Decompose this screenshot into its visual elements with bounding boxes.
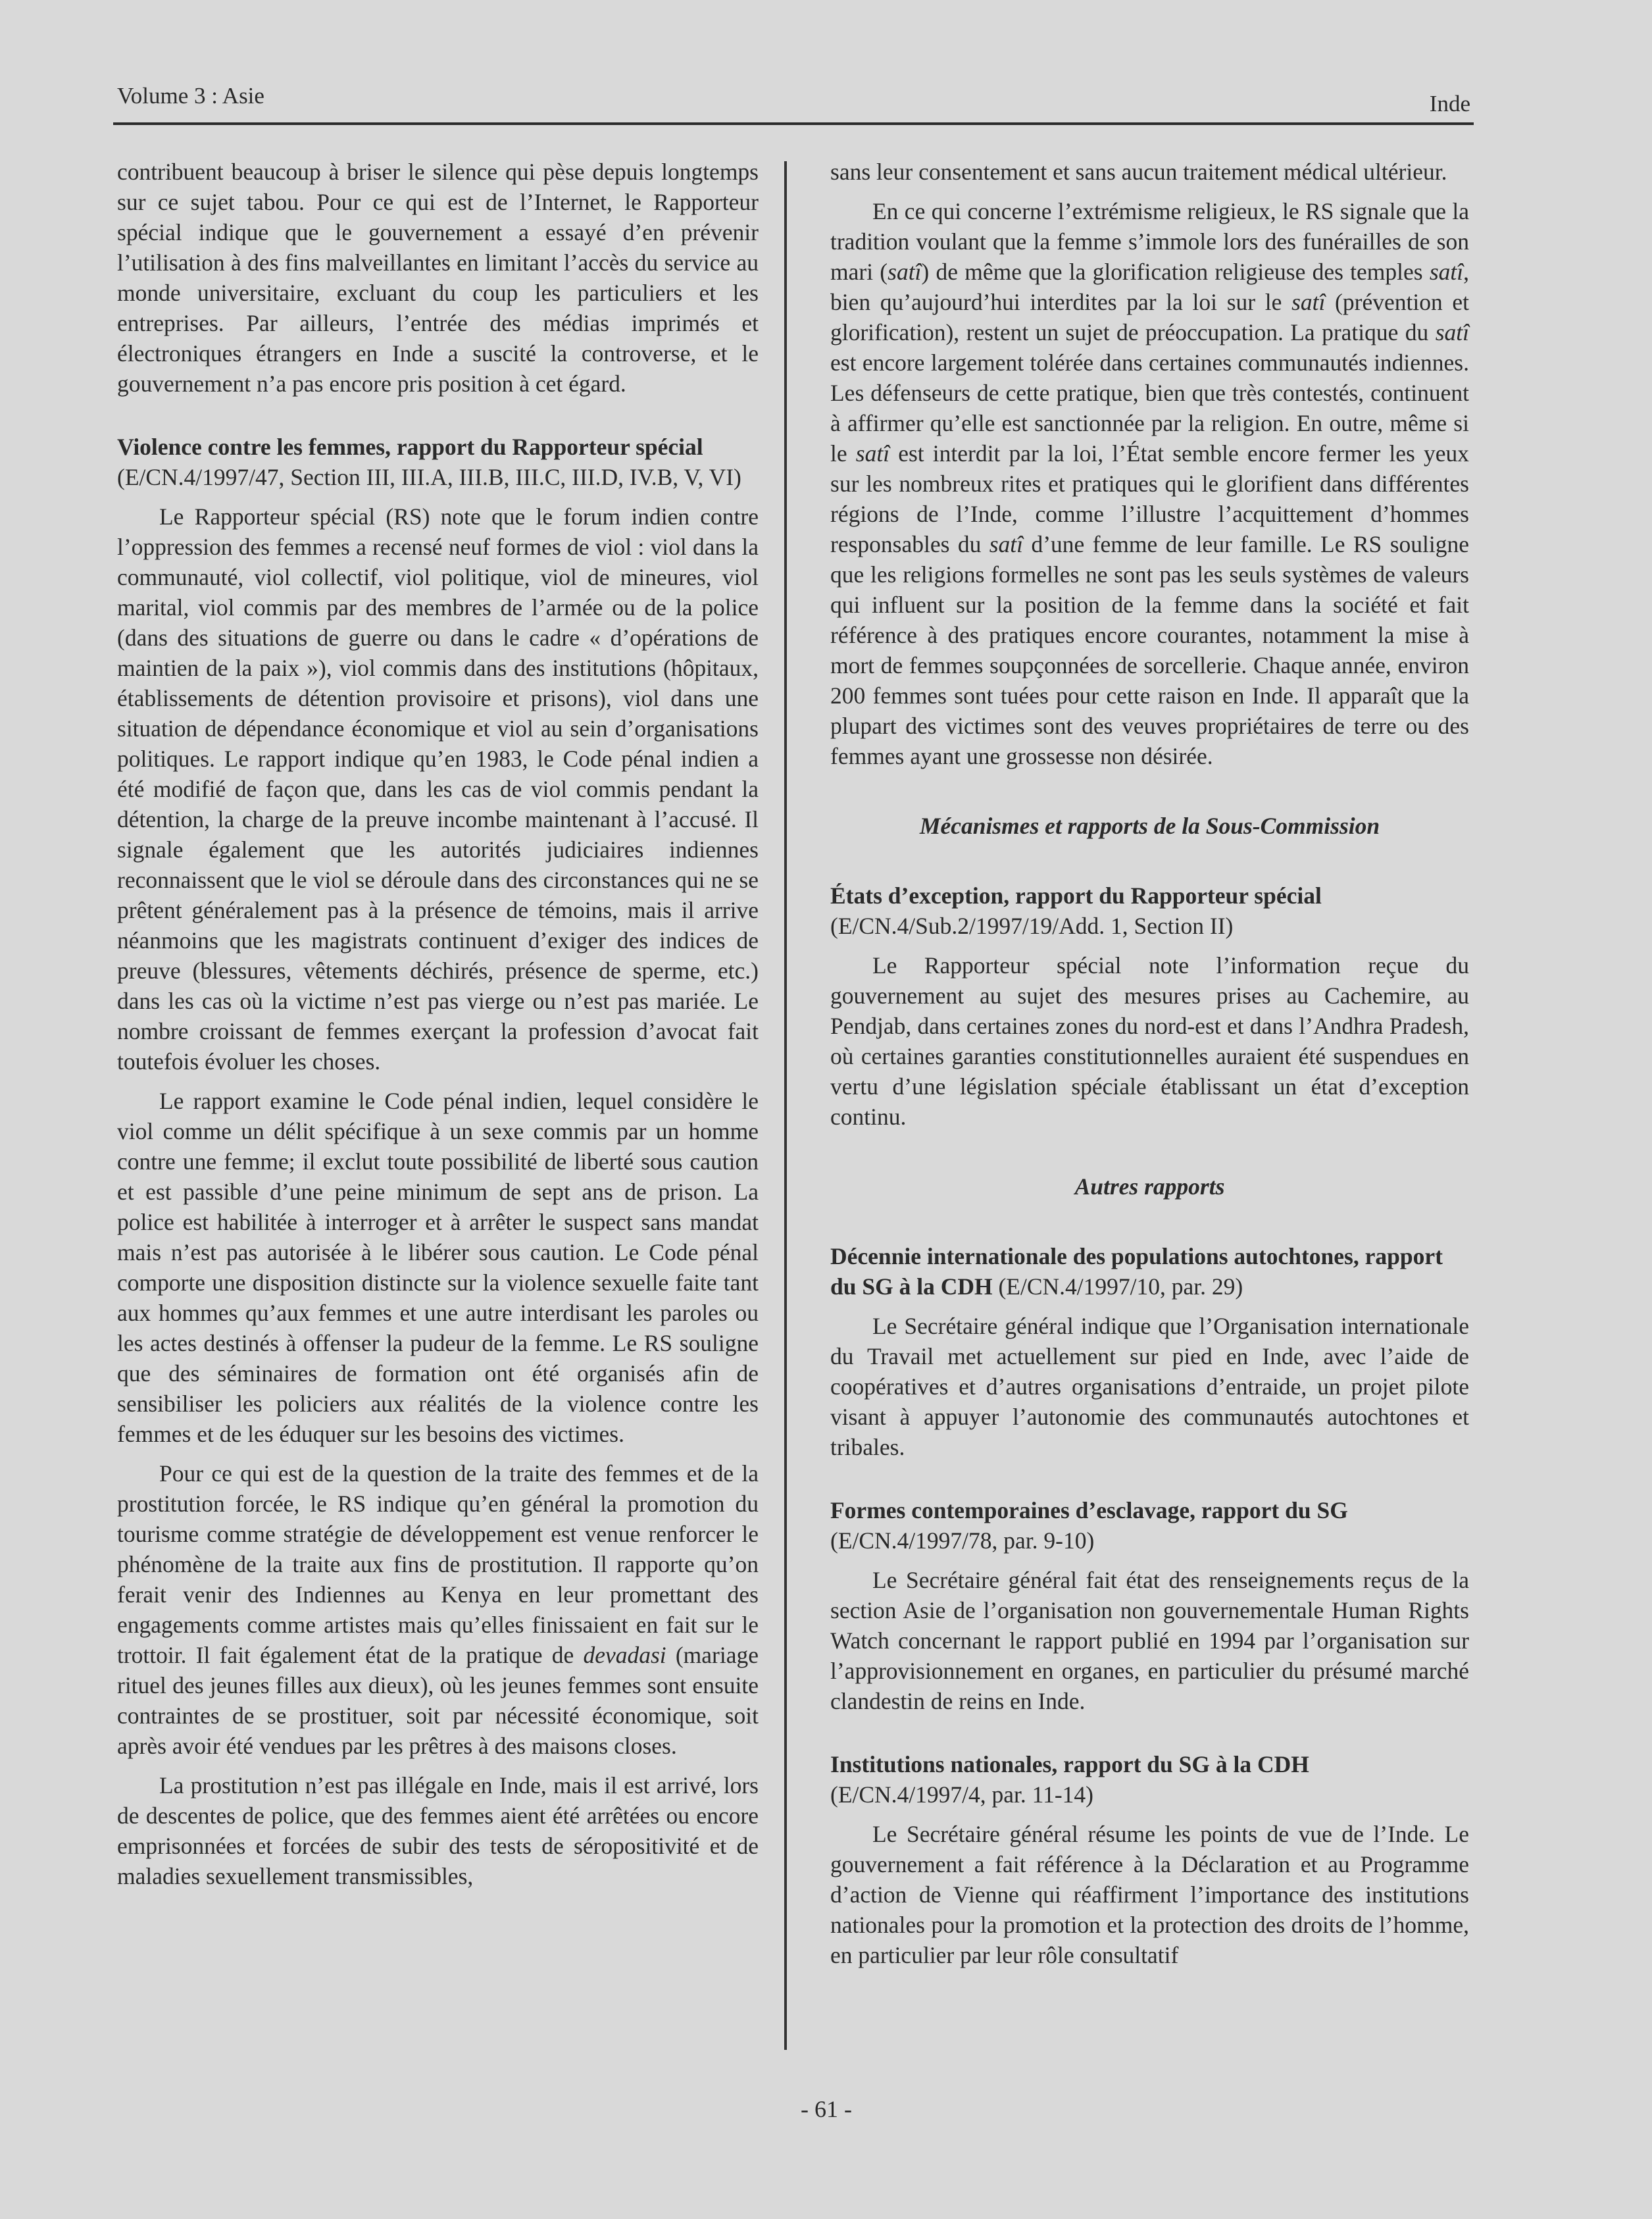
text-run: ) de même que la glorification religieuse des temples (921, 259, 1430, 285)
column-divider (784, 161, 787, 2050)
italic-term: satî (888, 259, 922, 285)
section-heading (830, 1241, 1469, 1302)
paragraph (117, 1458, 759, 1761)
paragraph: Le rapport examine le Code pénal indien, lequel considère le viol comme un délit spécifique à un sexe commis par un homme contre une femme; il exclut toute possibilité de liberté sous caution et est passible d’une peine minimum de sept ans de prison. La police est habilitée à interroger et à arrêter le suspect sans mandat mais n’est pas autorisée à le libérer sous caution. Le Code pénal comporte une disposition distincte sur la violence sexuelle faite tant aux hommes qu’aux femmes et une autre interdisant les paroles ou les actes destinés à offenser la pudeur de la femme. Le RS souligne que des séminaires de formation ont été organisés afin de sensibiliser les policiers aux réalités de la violence contre les femmes et de les éduquer sur les besoins des victimes. (117, 1088, 759, 1447)
italic-term: devadasi (583, 1642, 666, 1668)
right-column (830, 157, 1469, 1970)
header-volume: Volume 3 : Asie (117, 83, 264, 109)
paragraph: Le Rapporteur spécial (RS) note que le forum indien contre l’oppression des femmes a recensé neuf formes de viol : viol dans la communauté, viol collectif, viol politique, viol de mineures, viol marital, viol commis par des membres de l’armée ou de la police (dans des situations de guerre ou dans le cadre « d’opérations de maintien de la paix »), viol commis dans des institutions (hôpitaux, établissements de détention provisoire et prisons), viol dans une situation de dépendance économique et viol au sein d’organisations politiques. Le rapport indique qu’en 1983, le Code pénal indien a été modifié de façon que, dans les cas de viol commis pendant la détention, la charge de la preuve incombe maintenant à l’accusé. Il signale également que les autorités judiciaires indiennes reconnaissent que le viol se déroule dans des circonstances qui ne se prêtent généralement pas à la présence de témoins, mais il arrive néanmoins que les magistrats continuent d’exiger des indices de preuve (blessures, vêtements déchirés, présence de sperme, etc.) dans les cas où la victime n’est pas vierge ou n’est pas mariée. Le nombre croissant de femmes exerçant la profession d’avocat fait toutefois évoluer les choses. (117, 503, 759, 1075)
heading-reference: (E/CN.4/1997/47, Section III, III.A, III.B, III.C, III.D, IV.B, V, VI) (117, 464, 741, 490)
text-run: d’une femme de leur famille. Le RS souligne que les religions formelles ne sont pas les seuls systèmes de valeurs qui influent sur la position de la femme dans la société et fait référence à des pratiques encore courantes, notamment la mise à mort de femmes soupçonnées de sorcellerie. Chaque année, environ 200 femmes sont tuées pour cette raison en Inde. Il apparaît que la plupart des victimes sont des veuves propriétaires de terre ou des femmes ayant une grossesse non désirée. (830, 531, 1469, 769)
heading-title: Décennie internationale des populations autochtones, rapport du SG à la CDH (830, 1243, 1443, 1300)
paragraph: contribuent beaucoup à briser le silence qui pèse depuis longtemps sur ce sujet tabou. Pour ce qui est de l’Internet, le Rapporteur spécial indique que le gouvernement a essayé d’en prévenir l’utilisation à des fins malveillantes en limitant l’accès du service au monde universitaire, excluant du coup les particuliers et les entreprises. Par ailleurs, l’entrée des médias imprimés et électroniques étrangers en Inde a suscité la controverse, et le gouvernement n’a pas encore pris position à cet égard. (117, 159, 759, 397)
page-number: - 61 - (801, 2096, 852, 2122)
section-heading (830, 880, 1469, 941)
text-run: est interdit par la loi, l’État semble encore fermer les yeux sur les nombreux rites et pratiques qui le glorifient dans différentes régions de l’Inde, comme l’illustre l’acquittement d’hommes responsables du (830, 440, 1470, 557)
heading-title: Institutions nationales, rapport du SG à la CDH (830, 1751, 1309, 1777)
running-header (117, 83, 1470, 122)
paragraph: Le Secrétaire général résume les points de vue de l’Inde. Le gouvernement a fait référence à la Déclaration et au Programme d’action de Vienne qui réaffirment l’importance des institutions nationales pour la promotion et la protection des droits de l’homme, en particulier par leur rôle consultatif (830, 1821, 1469, 1968)
left-column (117, 157, 759, 1891)
heading-title: États d’exception, rapport du Rapporteur spécial (830, 882, 1322, 909)
italic-term: satî (1429, 259, 1464, 285)
paragraph: Le Secrétaire général fait état des renseignements reçus de la section Asie de l’organisation non gouvernementale Human Rights Watch concernant le rapport publié en 1994 par l’organisation sur l’approvisionnement en organes, en particulier du présumé marché clandestin de reins en Inde. (830, 1567, 1469, 1714)
italic-term: satî (989, 531, 1024, 557)
section-heading (830, 1749, 1469, 1810)
section-heading (117, 432, 759, 492)
heading-title: Violence contre les femmes, rapport du Rapporteur spécial (117, 434, 703, 460)
subsection-title: Mécanismes et rapports de la Sous-Commission (919, 813, 1380, 839)
paragraph: Le Secrétaire général indique que l’Organisation internationale du Travail met actuellement sur pied en Inde, avec l’aide de coopératives et d’autres organisations d’entraide, un projet pilote visant à appuyer l’autonomie des communautés autochtones et tribales. (830, 1313, 1469, 1460)
subsection-title: Autres rapports (1074, 1173, 1225, 1200)
heading-reference: (E/CN.4/1997/4, par. 11-14) (830, 1781, 1093, 1808)
italic-term: satî (1291, 289, 1326, 315)
heading-title: Formes contemporaines d’esclavage, rapport du SG (830, 1497, 1348, 1523)
header-rule (113, 122, 1474, 125)
text-run: , bien qu’aujourd’hui interdites par la loi sur le (830, 259, 1469, 315)
header-country: Inde (1429, 91, 1470, 116)
paragraph: sans leur consentement et sans aucun traitement médical ultérieur. (830, 159, 1447, 185)
text-run: En ce qui concerne l’extrémisme religieux, le RS signale que la tradition voulant que la femme s’immole lors des funérailles de son mari ( (830, 198, 1469, 285)
text-run: (mariage rituel des jeunes filles aux dieux), où les jeunes femmes sont ensuite contraintes de se prostituer, soit par nécessité économique, soit après avoir été vendues par les prêtres à des maisons closes. (117, 1642, 759, 1759)
paragraph: La prostitution n’est pas illégale en Inde, mais il est arrivé, lors de descentes de police, que des femmes aient été arrêtées ou encore emprisonnées et forcées de subir des tests de séropositivité et de maladies sexuellement transmissibles, (117, 1772, 759, 1889)
italic-term: satî (1435, 319, 1469, 345)
section-heading (830, 1495, 1469, 1556)
paragraph: Le Rapporteur spécial note l’information reçue du gouvernement au sujet des mesures prises au Cachemire, au Pendjab, dans certaines zones du nord-est et dans l’Andhra Pradesh, où certaines garanties constitutionnelles auraient été suspendues en vertu d’une législation spéciale établissant un état d’exception continu. (830, 952, 1469, 1130)
text-run: Pour ce qui est de la question de la traite des femmes et de la prostitution forcée, le RS indique qu’en général la promotion du tourisme comme stratégie de développement est venue renforcer le phénomène de la traite aux fins de prostitution. Il rapporte qu’on ferait venir des Indiennes au Kenya en leur promettant des engagements comme artistes mais qu’elles finissaient en fait sur le trottoir. Il fait également état de la pratique de (117, 1460, 759, 1668)
heading-reference: (E/CN.4/1997/10, par. 29) (992, 1273, 1243, 1300)
italic-term: satî (855, 440, 890, 467)
paragraph (830, 196, 1469, 771)
heading-reference: (E/CN.4/Sub.2/1997/19/Add. 1, Section II) (830, 913, 1234, 939)
text-run: (prévention et glorification), restent un sujet de préoccupation. La pratique du (830, 289, 1469, 345)
text-run: est encore largement tolérée dans certaines communautés indiennes. Les défenseurs de cette pratique, bien que très contestés, continuent à affirmer qu’elle est sanctionnée par la religion. En outre, même si le (830, 349, 1469, 467)
heading-reference: (E/CN.4/1997/78, par. 9-10) (830, 1527, 1095, 1554)
